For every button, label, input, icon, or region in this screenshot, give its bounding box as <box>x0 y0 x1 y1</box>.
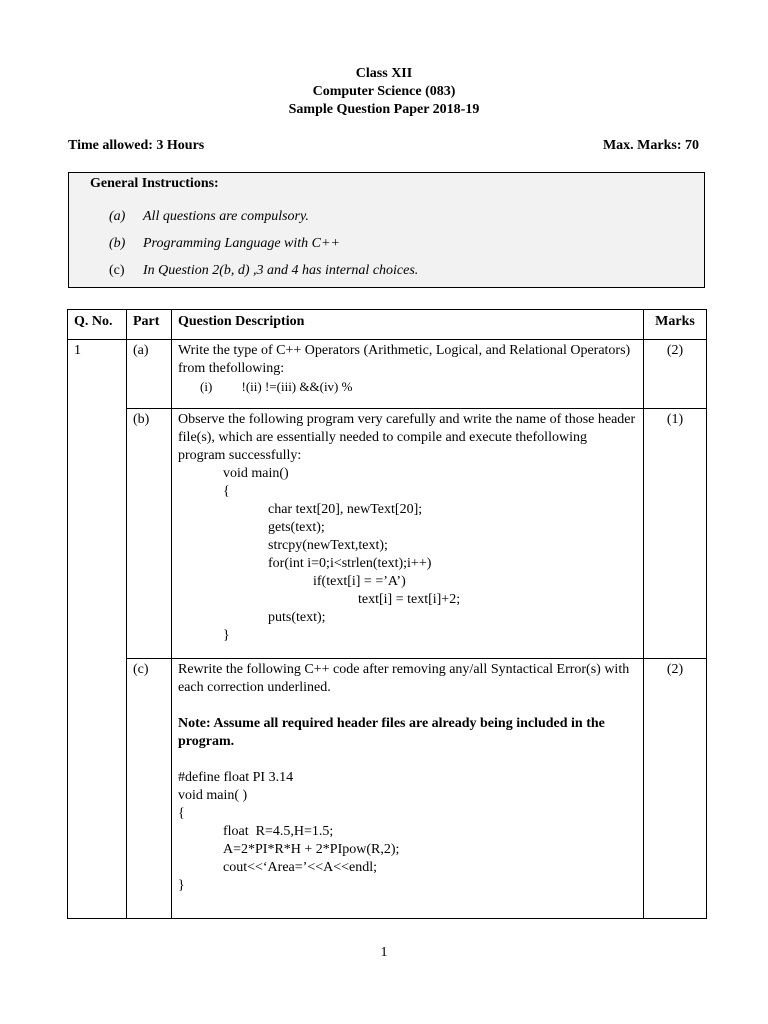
instruction-item <box>109 262 418 280</box>
max-marks: Max. Marks: 70 <box>602 138 699 153</box>
code-line: if(text[i] = =’A’) <box>313 574 406 589</box>
table-row <box>68 409 707 659</box>
question-marks: (2) <box>644 340 707 409</box>
general-instructions-box <box>68 172 705 288</box>
question-text: Write the type of C++ Operators (Arithmetic, Logical, and Relational Operators) from thefollowing: <box>178 343 631 376</box>
code-line: strcpy(newText,text); <box>268 538 388 553</box>
instruction-item <box>109 235 340 253</box>
question-text: Rewrite the following C++ code after removing any/all Syntactical Error(s) with each correction underlined. <box>178 662 630 695</box>
class-title: Class XII <box>355 66 413 81</box>
code-line: cout<<‘Area=’<<A<<endl; <box>223 860 377 875</box>
instruction-label: (b) <box>109 236 126 251</box>
question-description <box>172 340 644 409</box>
question-description <box>172 409 644 659</box>
table-row <box>68 659 707 919</box>
instructions-title: General Instructions: <box>90 176 219 191</box>
time-allowed: Time allowed: 3 Hours <box>68 138 205 153</box>
code-line: float R=4.5,H=1.5; <box>223 824 334 839</box>
subject-title: Computer Science (083) <box>312 84 456 99</box>
header-part: Part <box>127 310 172 340</box>
instruction-label: (c) <box>109 263 125 278</box>
paper-title: Sample Question Paper 2018-19 <box>288 102 480 117</box>
code-line: void main() <box>223 466 289 481</box>
question-marks: (1) <box>644 409 707 659</box>
code-line: { <box>223 484 230 499</box>
part-label: (a) <box>127 340 172 409</box>
header-marks: Marks <box>644 310 707 340</box>
instruction-text: Programming Language with C++ <box>143 236 340 251</box>
code-line: #define float PI 3.14 <box>178 770 294 785</box>
code-line: A=2*PI*R*H + 2*PIpow(R,2); <box>223 842 400 857</box>
question-number: 1 <box>68 340 127 919</box>
code-line: puts(text); <box>268 610 326 625</box>
code-line: { <box>178 806 185 821</box>
instruction-item <box>109 208 309 226</box>
header-description: Question Description <box>172 310 644 340</box>
instruction-text: All questions are compulsory. <box>143 209 309 224</box>
code-line: } <box>223 628 230 643</box>
code-line: char text[20], newText[20]; <box>268 502 423 517</box>
code-line: text[i] = text[i]+2; <box>358 592 461 607</box>
code-line: for(int i=0;i<strlen(text);i++) <box>268 556 432 571</box>
part-label: (b) <box>127 409 172 659</box>
instruction-text: In Question 2(b, d) ,3 and 4 has internal choices. <box>143 263 419 278</box>
header-qno: Q. No. <box>68 310 127 340</box>
question-table <box>67 309 707 919</box>
instruction-label: (a) <box>109 209 126 224</box>
table-header-row <box>68 310 707 340</box>
code-line: void main( ) <box>178 788 248 803</box>
code-line: } <box>178 878 185 893</box>
question-marks: (2) <box>644 659 707 919</box>
table-row <box>68 340 707 409</box>
operator-options: (i) !(ii) !=(iii) &&(iv) % <box>200 379 353 394</box>
code-line: gets(text); <box>268 520 325 535</box>
part-label: (c) <box>127 659 172 919</box>
question-text: Observe the following program very carefully and write the name of those header file(s), which are essentially needed to compile and execute thefollowing program successfully: <box>178 412 636 463</box>
page-number: 1 <box>380 945 388 960</box>
question-description <box>172 659 644 919</box>
question-note: Note: Assume all required header files are already being included in the program. <box>178 716 605 749</box>
